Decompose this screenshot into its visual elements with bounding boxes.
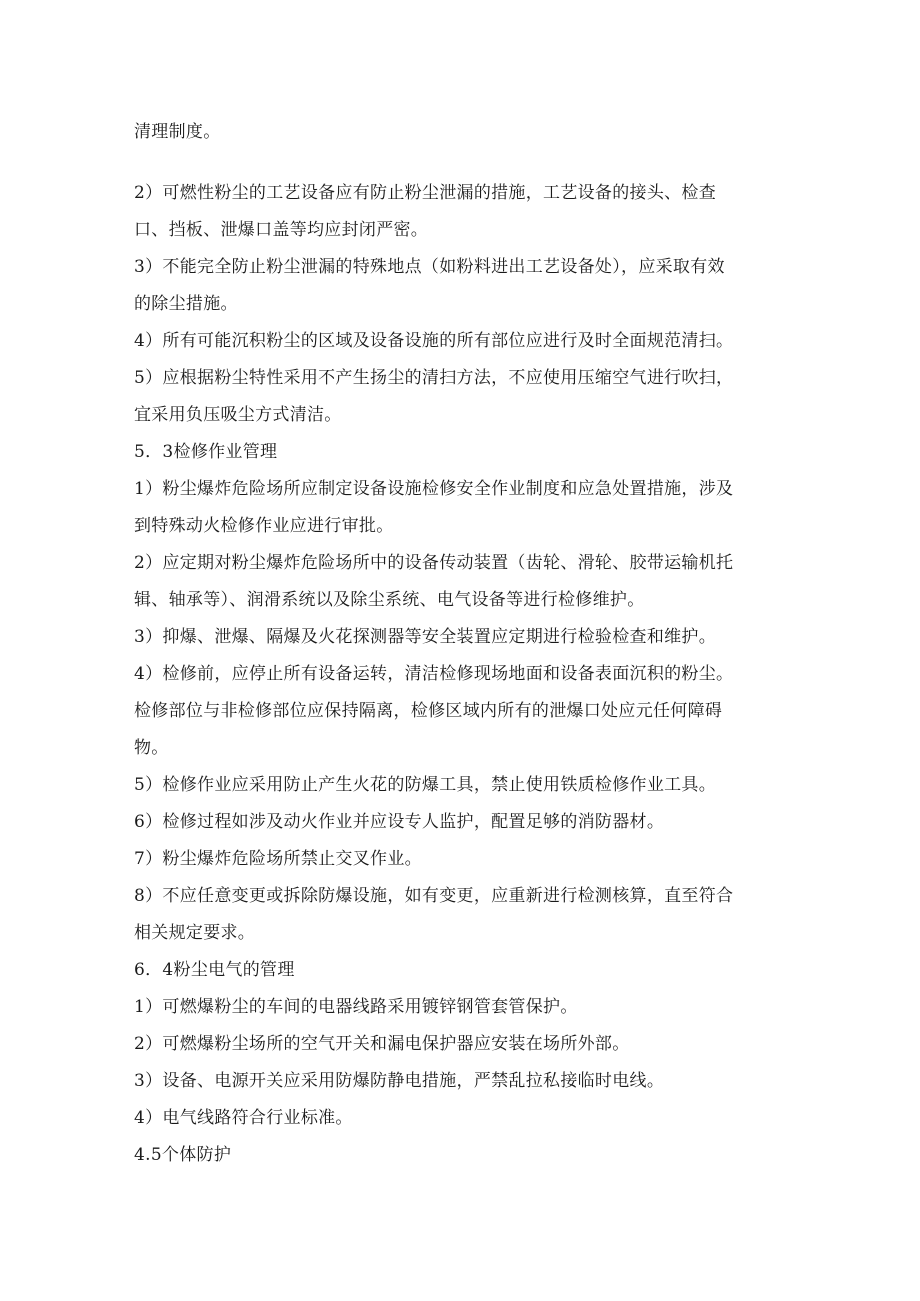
text-line: 4）所有可能沉积粉尘的区域及设备设施的所有部位应进行及时全面规范清扫。: [134, 331, 734, 351]
text-line: 辑、轴承等）、润滑系统以及除尘系统、电气设备等进行检修维护。: [134, 590, 645, 610]
text-line: 4）检修前，应停止所有设备运转，清洁检修现场地面和设备表面沉积的粉尘。: [134, 664, 734, 684]
text-line: 到特殊动火检修作业应进行审批。: [134, 516, 394, 536]
text-line: 相关规定要求。: [134, 923, 256, 943]
text-line: 2）可燃性粉尘的工艺设备应有防止粉尘泄漏的措施，工艺设备的接头、检查: [134, 183, 717, 203]
text-line: 检修部位与非检修部位应保持隔离，检修区域内所有的泄爆口处应元任何障碍: [134, 701, 723, 721]
text-line: 3）抑爆、泄爆、隔爆及火花探测器等安全装置应定期进行检验检查和维护。: [134, 627, 717, 647]
text-line: 3）设备、电源开关应采用防爆防静电措施，严禁乱拉私接临时电线。: [134, 1071, 665, 1091]
text-line: 7）粉尘爆炸危险场所禁止交叉作业。: [134, 849, 422, 869]
section-heading: 4.5个体防护: [134, 1145, 232, 1165]
text-line: 6）检修过程如涉及动火作业并应设专人监护，配置足够的消防器材。: [134, 812, 665, 832]
text-line: 物。: [134, 738, 169, 758]
text-line: 2）可燃爆粉尘场所的空气开关和漏电保护器应安装在场所外部。: [134, 1034, 630, 1054]
text-line: 宜采用负压吸尘方式清洁。: [134, 405, 342, 425]
text-line: 口、挡板、泄爆口盖等均应封闭严密。: [134, 220, 429, 240]
text-line: 2）应定期对粉尘爆炸危险场所中的设备传动装置（齿轮、滑轮、胶带运输机托: [134, 553, 734, 573]
section-heading: 5．3检修作业管理: [134, 442, 278, 462]
text-line: 的除尘措施。: [134, 294, 238, 314]
text-line: 5）应根据粉尘特性采用不产生扬尘的清扫方法，不应使用压缩空气进行吹扫，: [134, 368, 734, 388]
text-line: 5）检修作业应采用防止产生火花的防爆工具，禁止使用铁质检修作业工具。: [134, 775, 717, 795]
section-heading: 6．4粉尘电气的管理: [134, 960, 295, 980]
text-line: 8）不应任意变更或拆除防爆设施，如有变更，应重新进行检测核算，直至符合: [134, 886, 734, 906]
text-line: 4）电气线路符合行业标准。: [134, 1108, 353, 1128]
text-line: 清理制度。: [134, 122, 221, 142]
text-line: 1）可燃爆粉尘的车间的电器线路采用镀锌钢管套管保护。: [134, 997, 578, 1017]
text-line: 3）不能完全防止粉尘泄漏的特殊地点（如粉料进出工艺设备处），应采取有效: [134, 257, 725, 277]
text-line: 1）粉尘爆炸危险场所应制定设备设施检修安全作业制度和应急处置措施，涉及: [134, 479, 734, 499]
